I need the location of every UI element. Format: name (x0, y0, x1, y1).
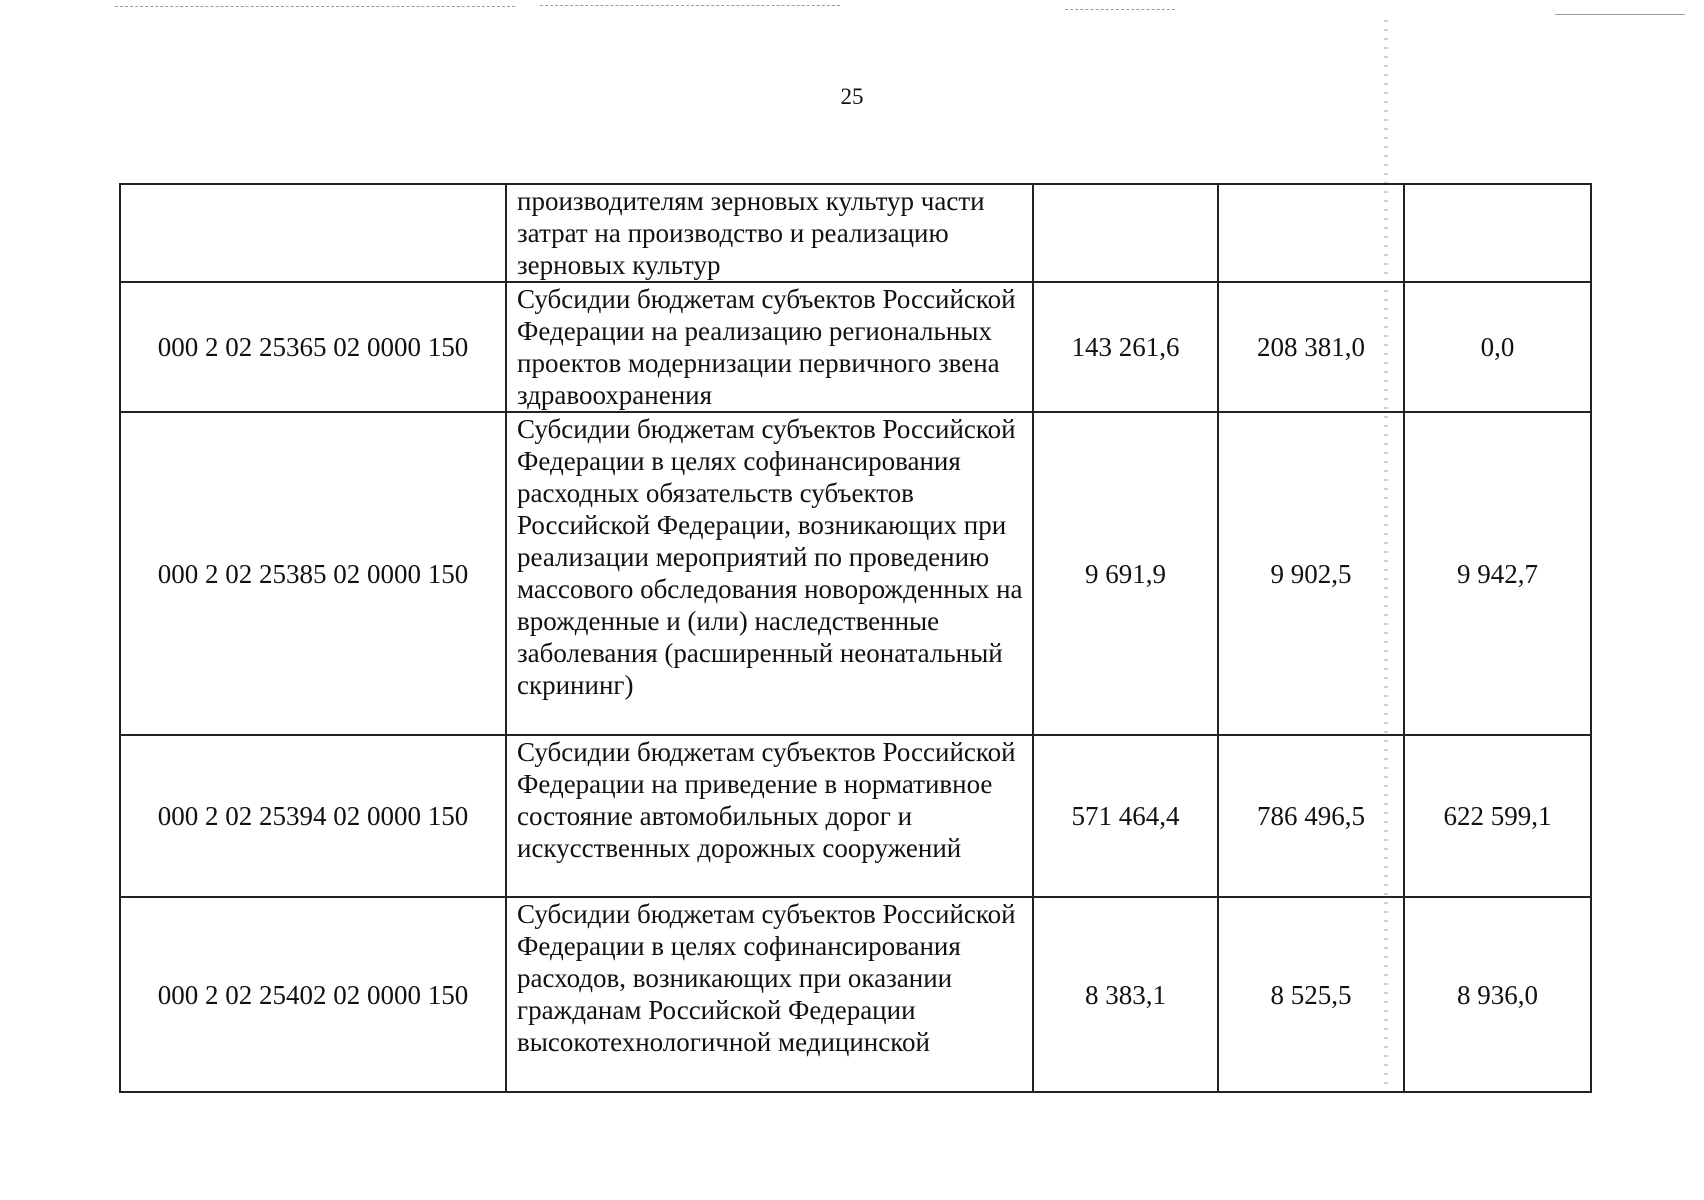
table-row (120, 735, 1591, 897)
amount-cell-year1: 8 383,1 (1033, 897, 1218, 1092)
scan-artifact-line (115, 6, 515, 7)
amount-cell-year3: 0,0 (1404, 282, 1591, 412)
amount-cell-year1: 9 691,9 (1033, 412, 1218, 735)
description-text: Субсидии бюджетам субъектов Российской Федерации на реализацию региональных проектов модернизации первичного звена здравоохранения (517, 284, 1016, 410)
amount-cell-year2 (1218, 184, 1404, 282)
description-cell (506, 412, 1033, 735)
description-cell (506, 282, 1033, 412)
description-text: производителям зерновых культур части затрат на производство и реализацию зерновых культур (517, 186, 985, 280)
amount-cell-year2: 9 902,5 (1218, 412, 1404, 735)
amount-cell-year2: 8 525,5 (1218, 897, 1404, 1092)
income-code-cell: 000 2 02 25385 02 0000 150 (120, 412, 506, 735)
table-row (120, 282, 1591, 412)
amount-cell-year2: 786 496,5 (1218, 735, 1404, 897)
description-cell (506, 735, 1033, 897)
amount-cell-year3: 622 599,1 (1404, 735, 1591, 897)
income-code-cell (120, 184, 506, 282)
amount-cell-year1: 143 261,6 (1033, 282, 1218, 412)
scan-artifact-line (1065, 9, 1175, 10)
amount-cell-year2: 208 381,0 (1218, 282, 1404, 412)
income-code-cell: 000 2 02 25365 02 0000 150 (120, 282, 506, 412)
scan-artifact-line (540, 5, 840, 6)
budget-table (119, 183, 1592, 1093)
income-code-cell: 000 2 02 25402 02 0000 150 (120, 897, 506, 1092)
table-row (120, 412, 1591, 735)
page-number: 25 (840, 84, 864, 109)
description-text: Субсидии бюджетам субъектов Российской Федерации в целях софинансирования расходов, возникающих при оказании гражданам Российской Федерации высокотехнологичной медицинской (517, 899, 1016, 1057)
income-code-cell: 000 2 02 25394 02 0000 150 (120, 735, 506, 897)
amount-cell-year3 (1404, 184, 1591, 282)
table-row (120, 897, 1591, 1092)
description-cell (506, 897, 1033, 1092)
amount-cell-year3: 9 942,7 (1404, 412, 1591, 735)
description-text: Субсидии бюджетам субъектов Российской Федерации на приведение в нормативное состояние автомобильных дорог и искусственных дорожных сооружений (517, 737, 1016, 863)
description-text: Субсидии бюджетам субъектов Российской Федерации в целях софинансирования расходных обязательств субъектов Российской Федерации, возникающих при реализации мероприятий по проведению массового обследования новорожденных на врожденные и (или) наследственные заболевания (расширенный неонатальный скрининг) (517, 414, 1023, 700)
amount-cell-year3: 8 936,0 (1404, 897, 1591, 1092)
scan-artifact-line (1555, 14, 1685, 15)
table-row (120, 184, 1591, 282)
amount-cell-year1: 571 464,4 (1033, 735, 1218, 897)
amount-cell-year1 (1033, 184, 1218, 282)
description-cell (506, 184, 1033, 282)
